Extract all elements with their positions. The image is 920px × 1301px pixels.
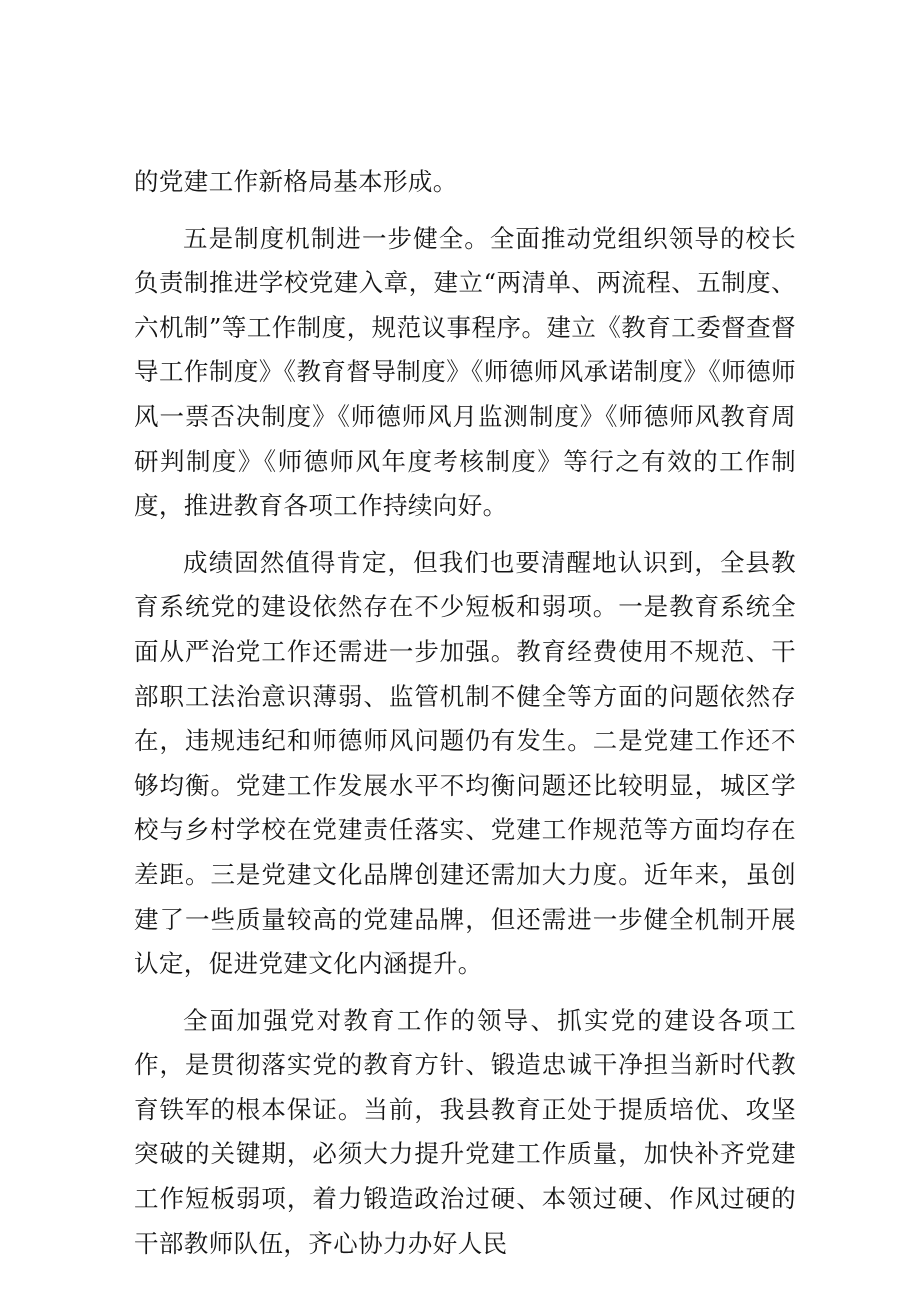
paragraph-continued: 的党建工作新格局基本形成。 — [134, 167, 458, 196]
paragraph-shortcomings: 成绩固然值得肯定，但我们也要清醒地认识到，全县教育系统党的建设依然存在不少短板和弱项。一是教育系统全面从严治党工作还需进一步加强。教育经费使用不规范、干部职工法治意识薄弱、监管机制不健全等方面的问题依然存在，违规违纪和师德师风问题仍有发生。二是党建工作还不够均衡。党建工作发展水平不均衡问题还比较明显，城区学校与乡村学校在党建责任落实、党建工作规范等方面均存在差距。三是党建文化品牌创建还需加大力度。近年来，虽创建了一些质量较高的党建品牌，但还需进一步健全机制开展认定，促进党建文化内涵提升。 — [134, 547, 796, 979]
paragraph-institutional-mechanisms: 五是制度机制进一步健全。全面推动党组织领导的校长负责制推进学校党建入章，建立“两清单、两流程、五制度、六机制”等工作制度，规范议事程序。建立《教育工委督查督导工作制度》《教育督导制度》《师德师风承诺制度》《师德师风一票否决制度》《师德师风月监测制度》《师德师风教育周研判制度》《师德师风年度考核制度》等行之有效的工作制度，推进教育各项工作持续向好。 — [134, 223, 796, 521]
paragraph-strengthen-leadership: 全面加强党对教育工作的领导、抓实党的建设各项工作，是贯彻落实党的教育方针、锻造忠诚干净担当新时代教育铁军的根本保证。当前，我县教育正处于提质培优、攻坚突破的关键期，必须大力提升党建工作质量，加快补齐党建工作短板弱项，着力锻造政治过硬、本领过硬、作风过硬的干部教师队伍，齐心协力办好人民 — [134, 1005, 796, 1258]
document-body — [134, 160, 796, 1266]
